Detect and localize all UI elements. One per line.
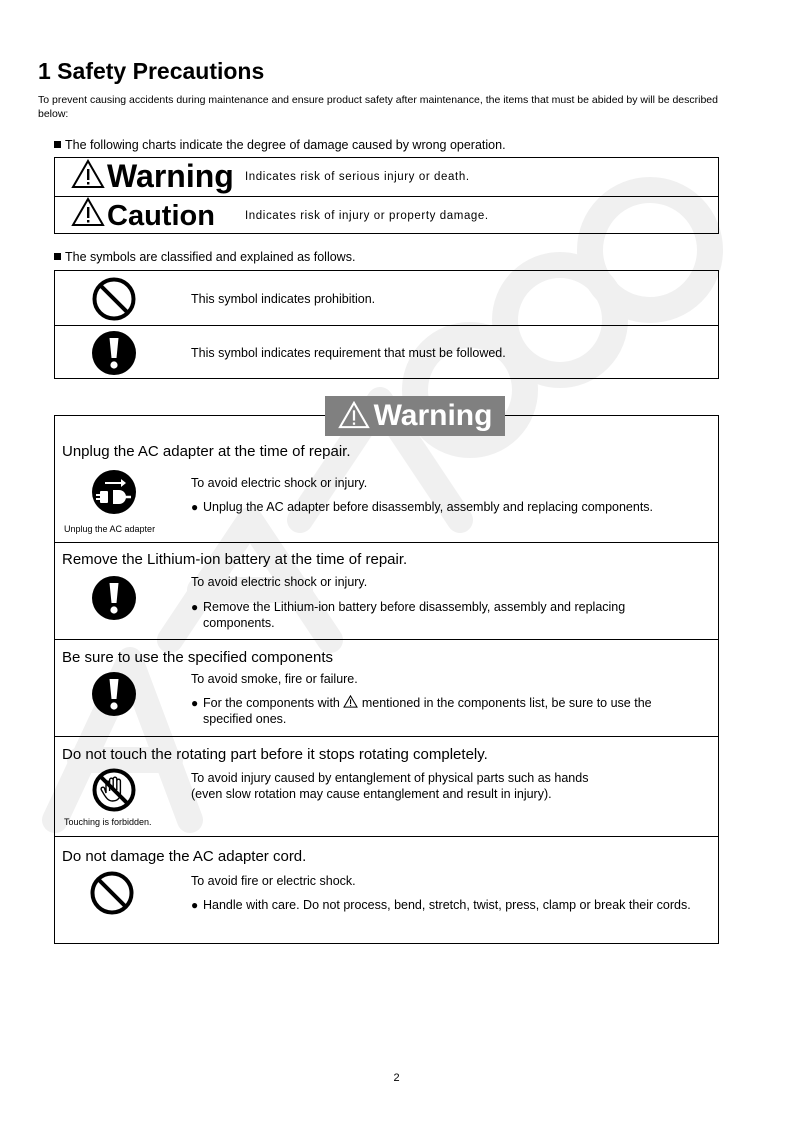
caution-label: Caution <box>71 197 215 235</box>
section-heading: Be sure to use the specified components <box>62 649 333 666</box>
degree-table <box>54 157 719 234</box>
warning-item-components <box>55 639 718 737</box>
section-heading: Unplug the AC adapter at the time of repair. <box>62 443 351 460</box>
icon-caption: Touching is forbidden. <box>64 817 152 827</box>
warning-banner: Warning <box>325 396 505 436</box>
warning-triangle-icon <box>338 401 370 429</box>
exclamation-icon <box>91 330 137 376</box>
section-text: To avoid smoke, fire or failure. <box>191 672 358 686</box>
section-bullet: ● Handle with care. Do not process, bend, stretch, twist, press, clamp or break their cords. <box>191 897 693 913</box>
section-text: To avoid electric shock or injury. <box>191 476 368 490</box>
section-heading: Remove the Lithium-ion battery at the time of repair. <box>62 551 408 568</box>
warning-triangle-icon <box>71 159 105 189</box>
warning-row <box>55 158 718 195</box>
section-text: To avoid injury caused by entanglement of physical parts such as hands <box>191 771 589 785</box>
section-bullet: ● Unplug the AC adapter before disassembly, assembly and replacing components. <box>191 499 703 515</box>
prohibition-row <box>55 271 718 324</box>
warning-triangle-icon <box>343 695 358 708</box>
warning-item-cord <box>55 836 718 944</box>
section-text: To avoid fire or electric shock. <box>191 874 356 888</box>
intro-text: To prevent causing accidents during maintenance and ensure product safety after maintenance, the items that must be abided by will be described below: <box>38 94 718 120</box>
symbols-table <box>54 270 719 379</box>
page-number: 2 <box>393 1072 400 1084</box>
icon-caption: Unplug the AC adapter <box>64 524 156 534</box>
warning-desc: Indicates risk of serious injury or death. <box>245 171 470 183</box>
section-heading: Do not touch the rotating part before it stops rotating completely. <box>62 746 488 763</box>
degree-intro: The following charts indicate the degree of damage caused by wrong operation. <box>54 138 506 152</box>
requirement-desc: This symbol indicates requirement that must be followed. <box>191 346 506 360</box>
section-text: To avoid electric shock or injury. <box>191 575 368 589</box>
prohibition-icon <box>91 276 137 322</box>
no-touch-icon <box>91 767 137 813</box>
section-heading: Do not damage the AC adapter cord. <box>62 848 307 865</box>
symbols-intro: The symbols are classified and explained as follows. <box>54 250 355 264</box>
unplug-icon <box>91 469 137 515</box>
warning-section <box>54 415 719 944</box>
warning-item-rotating <box>55 736 718 837</box>
exclamation-icon <box>91 671 137 717</box>
section-bullet: ● For the components with mentioned in the components list, be sure to use the specified ones. <box>191 695 688 727</box>
warning-label: Warning <box>71 158 234 195</box>
caution-row <box>55 196 718 234</box>
page-title: 1 Safety Precautions <box>38 58 265 84</box>
warning-item-battery <box>55 542 718 640</box>
caution-desc: Indicates risk of injury or property damage. <box>245 210 489 222</box>
section-text: (even slow rotation may cause entanglement and result in injury). <box>191 787 552 801</box>
prohibition-icon <box>89 870 135 916</box>
section-bullet: ● Remove the Lithium-ion battery before disassembly, assembly and replacing components. <box>191 599 673 631</box>
prohibition-desc: This symbol indicates prohibition. <box>191 292 376 306</box>
exclamation-icon <box>91 575 137 621</box>
warning-triangle-icon <box>71 197 105 227</box>
requirement-row <box>55 325 718 379</box>
